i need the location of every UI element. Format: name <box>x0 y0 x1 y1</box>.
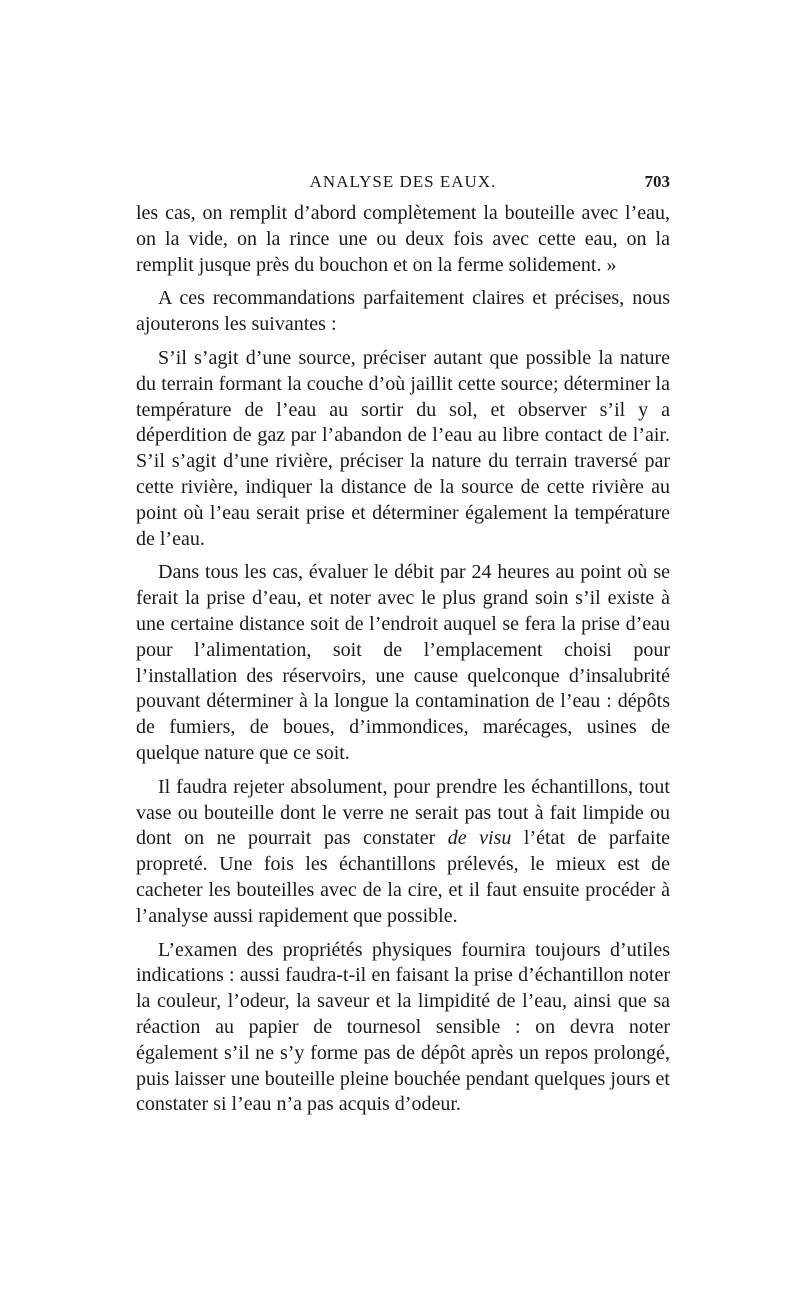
paragraph-recommendations: A ces recommandations parfaitement claires et précises, nous ajouterons les suivantes : <box>136 287 670 336</box>
paragraph-echantillons-text-before: Il faudra rejeter absolument, pour prendre les échantillons, tout vase ou bouteille dont le verre ne serait pas tout à fait limpide ou dont on ne pourrait pas constater <box>136 775 670 850</box>
body-text <box>136 201 670 1118</box>
running-header <box>136 172 670 198</box>
paragraph-echantillons <box>136 775 670 930</box>
paragraph-echantillons-emphasis: de visu <box>447 827 512 850</box>
paragraph-proprietes: L’examen des propriétés physiques fournira toujours d’utiles indications : aussi faudra-t-il en faisant la prise d’échantillon noter la couleur, l’odeur, la saveur et la limpidité de l’eau, ainsi que sa réaction au papier de tournesol sensible : on devra noter également s’il ne s’y forme pas de dépôt après un repos prolongé, puis laisser une bouteille pleine bouchée pendant quelques jours et constater si l’eau n’a pas acquis d’odeur. <box>136 938 670 1116</box>
page-number: 703 <box>644 172 670 191</box>
paragraph-echantillons-text-after: l’état de parfaite propreté. Une fois les échantillons prélevés, le mieux est de cacheter les bouteilles avec de la cire, et il faut ensuite procéder à l’analyse aussi rapidement que possible. <box>136 827 671 927</box>
paragraph-source: S’il s’agit d’une source, préciser autant que possible la nature du terrain formant la couche d’où jaillit cette source; déterminer la température de l’eau au sortir du sol, et observer s’il y a déperdition de gaz par l’abandon de l’eau au libre contact de l’air. S’il s’agit d’une rivière, préciser la nature du terrain traversé par cette rivière, indiquer la distance de la source de cette rivière au point où l’eau serait prise et déterminer également la température de l’eau. <box>136 346 670 550</box>
paragraph-debit: Dans tous les cas, évaluer le débit par 24 heures au point où se ferait la prise d’eau, et noter avec le plus grand soin s’il existe à une certaine distance soit de l’endroit auquel se fera la prise d’eau pour l’alimentation, soit de l’emplacement choisi pour l’installation des réservoirs, une cause quelconque d’insalubrité pouvant déterminer à la longue la contamination de l’eau : dépôts de fumiers, de boues, d’immondices, marécages, usines de quelque nature que ce soit. <box>136 561 670 764</box>
paragraph-continuation: les cas, on remplit d’abord complètement la bouteille avec l’eau, on la vide, on la rince une ou deux fois avec cette eau, on la remplit jusque près du bouchon et on la ferme solidement. » <box>136 202 670 276</box>
chapter-title: ANALYSE DES EAUX. <box>309 172 497 191</box>
